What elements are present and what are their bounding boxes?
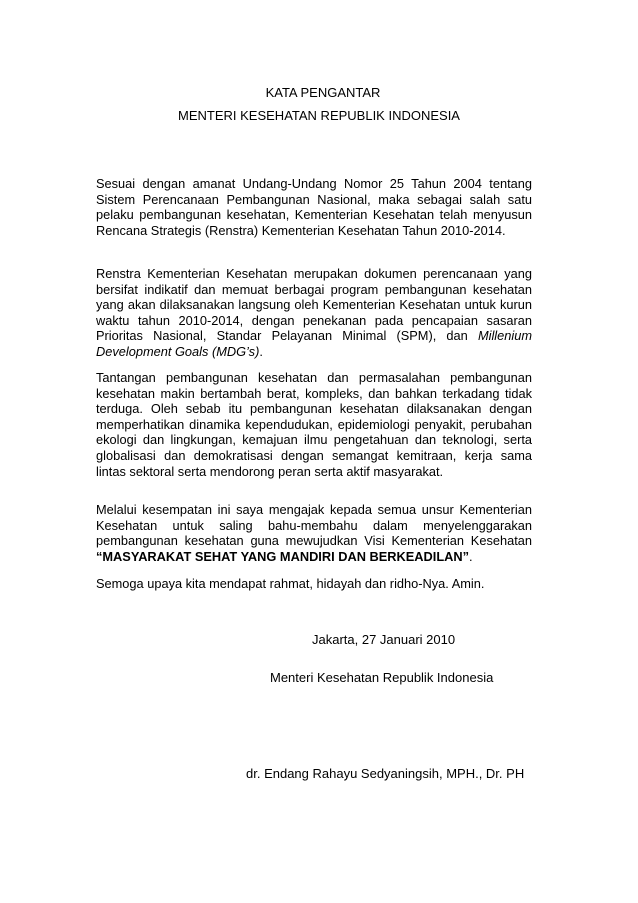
- signature-position: Menteri Kesehatan Republik Indonesia: [270, 670, 494, 685]
- signature-place-date: Jakarta, 27 Januari 2010: [312, 632, 456, 647]
- paragraph-2-end: .: [259, 343, 263, 359]
- signature-name: dr. Endang Rahayu Sedyaningsih, MPH., Dr. PH: [246, 766, 525, 781]
- paragraph-4-text: Melalui kesempatan ini saya mengajak kepada semua unsur Kementerian Kesehatan untuk saling bahu-membahu dalam menyelenggarakan pembangunan kesehatan guna mewujudkan Visi Kementerian Kesehatan: [96, 502, 532, 549]
- paragraph-3: Tantangan pembangunan kesehatan dan permasalahan pembangunan kesehatan makin bertambah berat, kompleks, dan bahkan terkadang tidak terduga. Oleh sebab itu pembangunan kesehatan dilaksanakan dengan memperhatikan dinamika kependudukan, epidemiologi penyakit, perubahan ekologi dan lingkungan, kemajuan ilmu pengetahuan dan teknologi, serta globalisasi dan demokratisasi dengan semangat kemitraan, kerja sama lintas sektoral serta mendorong peran serta aktif masyarakat.: [96, 370, 532, 479]
- paragraph-2-text: Renstra Kementerian Kesehatan merupakan dokumen perencanaan yang bersifat indikatif dan memuat berbagai program pembangunan kesehatan yang akan dilaksanakan langsung oleh Kementerian Kesehatan untuk kurun waktu tahun 2010-2014, dengan penekanan pada pencapaian sasaran Prioritas Nasional, Standar Pelayanan Minimal (SPM), dan: [96, 266, 532, 344]
- paragraph-5: Semoga upaya kita mendapat rahmat, hidayah dan ridho-Nya. Amin.: [96, 576, 485, 591]
- document-subtitle: MENTERI KESEHATAN REPUBLIK INDONESIA: [178, 108, 460, 123]
- paragraph-2: [96, 266, 532, 360]
- paragraph-4-end: .: [469, 548, 473, 564]
- paragraph-4: [96, 502, 532, 564]
- document-title: KATA PENGANTAR: [265, 85, 381, 100]
- paragraph-4-vision: “MASYARAKAT SEHAT YANG MANDIRI DAN BERKEADILAN”: [96, 548, 470, 564]
- paragraph-1: Sesuai dengan amanat Undang-Undang Nomor 25 Tahun 2004 tentang Sistem Perencanaan Pembangunan Nasional, maka sebagai salah satu pelaku pembangunan kesehatan, Kementerian Kesehatan telah menyusun Rencana Strategis (Renstra) Kementerian Kesehatan Tahun 2010-2014.: [96, 176, 532, 238]
- paragraph-2-italic: Millenium Development Goals (MDG’s): [96, 328, 532, 359]
